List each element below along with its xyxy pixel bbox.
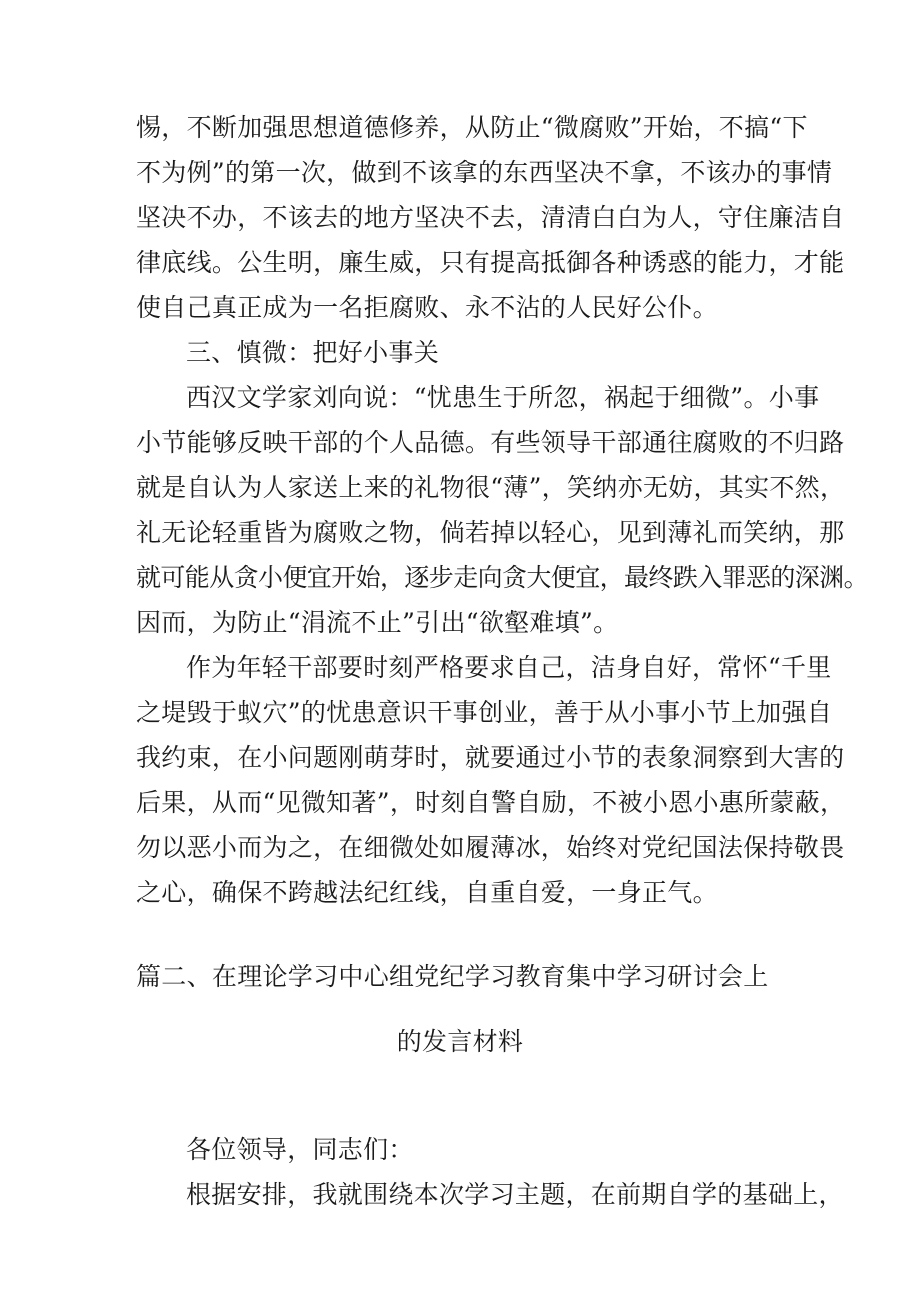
paragraph-line: 后果，从而“见微知著”，时刻自警自励，不被小恩小惠所蒙蔽，	[136, 788, 846, 817]
article-title: 篇二、在理论学习中心组党纪学习教育集中学习研讨会上	[136, 962, 769, 991]
opening-line: 根据安排，我就围绕本次学习主题，在前期自学的基础上，	[186, 1180, 844, 1209]
article-title-continued: 的发言材料	[396, 1027, 524, 1056]
paragraph-line: 作为年轻干部要时刻严格要求自己，洁身自好，常怀“千里	[186, 653, 832, 682]
paragraph-line: 使自己真正成为一名拒腐败、永不沾的人民好公仆。	[136, 293, 718, 322]
paragraph-line: 惕，不断加强思想道德修养，从防止“微腐败”开始，不搞“下	[136, 113, 808, 142]
paragraph-line: 因而，为防止“涓流不止”引出“欲壑难填”。	[136, 608, 619, 637]
salutation: 各位领导，同志们：	[186, 1135, 414, 1164]
paragraph-line: 我约束，在小问题刚萌芽时，就要通过小节的表象洞察到大害的	[136, 743, 845, 772]
paragraph-line: 不为例”的第一次，做到不该拿的东西坚决不拿，不该办的事情	[136, 158, 833, 187]
paragraph-line: 就是自认为人家送上来的礼物很“薄”，笑纳亦无妨，其实不然，	[136, 473, 846, 502]
section-heading: 三、慎微：把好小事关	[186, 338, 440, 367]
paragraph-line: 律底线。公生明，廉生威，只有提高抵御各种诱惑的能力，才能	[136, 248, 845, 277]
paragraph-line: 西汉文学家刘向说：“忧患生于所忽，祸起于细微”。小事	[186, 383, 820, 412]
paragraph-line: 之心，确保不跨越法纪红线，自重自爱，一身正气。	[136, 878, 718, 907]
paragraph-line: 勿以恶小而为之，在细微处如履薄冰，始终对党纪国法保持敬畏	[136, 833, 845, 862]
paragraph-line: 礼无论轻重皆为腐败之物，倘若掉以轻心，见到薄礼而笑纳，那	[136, 518, 845, 547]
paragraph-line: 小节能够反映干部的个人品德。有些领导干部通往腐败的不归路	[136, 428, 845, 457]
paragraph-line: 之堤毁于蚁穴”的忧患意识干事创业，善于从小事小节上加强自	[136, 698, 833, 727]
paragraph-line: 就可能从贪小便宜开始，逐步走向贪大便宜，最终跌入罪恶的深渊。	[136, 563, 869, 592]
paragraph-line: 坚决不办，不该去的地方坚决不去，清清白白为人，守住廉洁自	[136, 203, 845, 232]
